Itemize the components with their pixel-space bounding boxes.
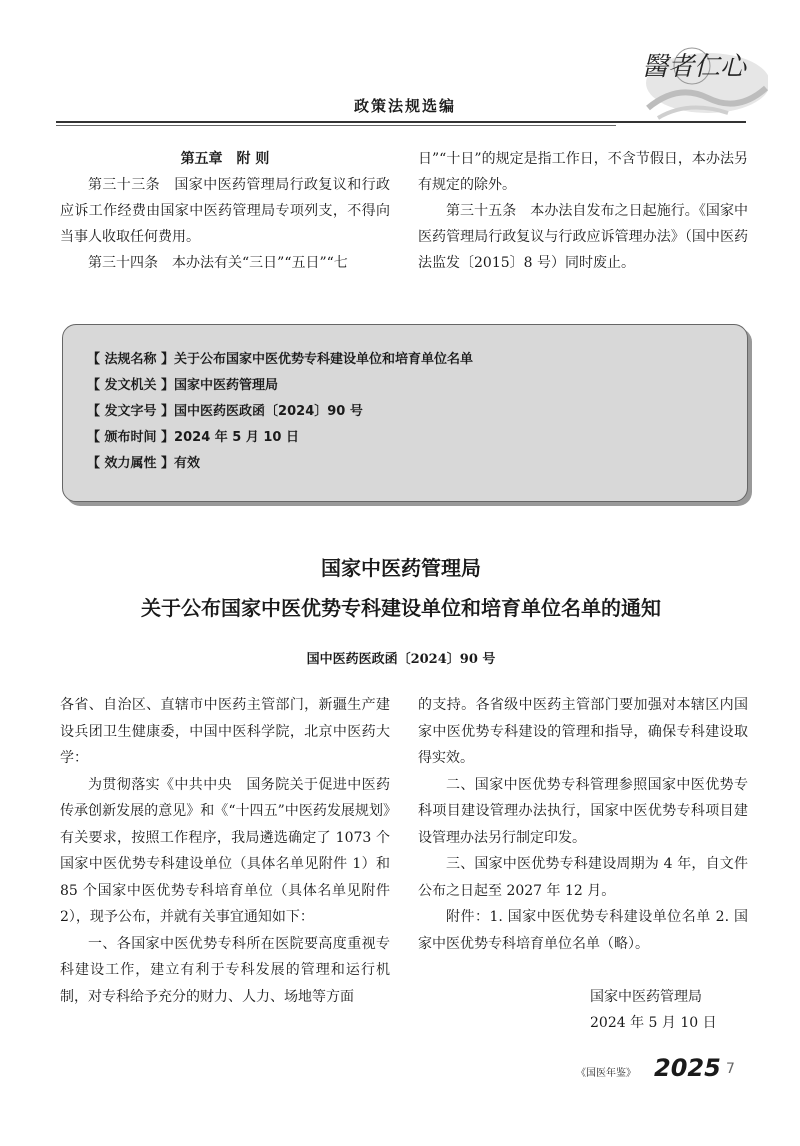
article-34-cont: 日”“十日”的规定是指工作日，不含节假日，本办法另有规定的除外。 bbox=[418, 151, 748, 193]
signature-authority: 国家中医药管理局 bbox=[590, 989, 702, 1005]
article-33: 第三十三条 国家中医药管理局行政复议和行政应诉工作经费由国家中医药管理局专项列支，不得向当事人收取任何费用。 bbox=[60, 177, 390, 245]
document-number: 国中医药医政函〔2024〕90 号 bbox=[306, 652, 496, 667]
notice-title-line2: 关于公布国家中医优势专科建设单位和培育单位名单的通知 bbox=[141, 596, 661, 620]
notice-left-column bbox=[60, 692, 390, 1010]
notice-title-line1: 国家中医药管理局 bbox=[321, 556, 481, 580]
notice-recipients: 各省、自治区、直辖市中医药主管部门，新疆生产建设兵团卫生健康委，中国中医科学院，北京中医药大学： bbox=[60, 697, 390, 766]
prev-article-left-column bbox=[60, 146, 390, 276]
info-document-number: 【 发文字号 】国中医药医政函〔2024〕90 号 bbox=[87, 404, 363, 419]
notice-paragraph-intro: 为贯彻落实《中共中央 国务院关于促进中医药传承创新发展的意见》和《“十四五”中医药发展规划》有关要求，按照工作程序，我局遴选确定了 1073 个国家中医优势专科建设单位（具体名单见附件 1）和 85 个国家中医优势专科培育单位（具体名单见附件 2），现予公布，并就有关事宜通知如下： bbox=[60, 776, 390, 925]
article-34: 第三十四条 本办法有关“三日”“五日”“七 bbox=[88, 255, 348, 271]
info-issuing-authority: 【 发文机关 】国家中医药管理局 bbox=[87, 378, 279, 393]
notice-paragraph-1-cont: 的支持。各省级中医药主管部门要加强对本辖区内国家中医优势专科建设的管理和指导，确保专科建设取得实效。 bbox=[418, 697, 748, 766]
section-title: 政策法规选编 bbox=[353, 97, 456, 115]
notice-paragraph-2: 二、国家中医优势专科管理参照国家中医优势专科项目建设管理办法执行，国家中医优势专科项目建设管理办法另行制定印发。 bbox=[418, 776, 748, 846]
notice-paragraph-1: 一、各国家中医优势专科所在医院要高度重视专科建设工作，建立有利于专科发展的管理和运行机制，对专科给予充分的财力、人力、场地等方面 bbox=[60, 935, 390, 1005]
info-issue-date: 【 颁布时间 】2024 年 5 月 10 日 bbox=[87, 430, 299, 445]
footer-publication: 《国医年鉴》 bbox=[576, 1068, 636, 1079]
logo-text: 醫者仁心 bbox=[641, 52, 746, 82]
prev-article-right-column bbox=[418, 146, 748, 276]
notice-paragraph-3: 三、国家中医优势专科建设周期为 4 年，自文件公布之日起至 2027 年 12 月。 bbox=[418, 856, 748, 899]
notice-right-column bbox=[418, 692, 748, 957]
article-35: 第三十五条 本办法自发布之日起施行。《国家中医药管理局行政复议与行政应诉管理办法》（国中医药法监发〔2015〕8 号）同时废止。 bbox=[418, 203, 748, 271]
chapter-heading: 第五章 附 则 bbox=[180, 151, 270, 167]
notice-attachments: 附件：1. 国家中医优势专科建设单位名单 2. 国家中医优势专科培育单位名单（略）。 bbox=[418, 909, 748, 952]
header-divider-thin bbox=[56, 125, 616, 126]
header-divider bbox=[56, 121, 746, 123]
regulation-info-box bbox=[62, 324, 748, 502]
signature-date: 2024 年 5 月 10 日 bbox=[590, 1015, 717, 1031]
footer-year: 2025 bbox=[654, 1054, 721, 1082]
notice-signature-block bbox=[590, 984, 717, 1036]
brand-logo bbox=[588, 28, 768, 128]
info-regulation-name: 【 法规名称 】关于公布国家中医优势专科建设单位和培育单位名单 bbox=[87, 352, 474, 367]
page-number: 7 bbox=[726, 1061, 735, 1077]
info-validity: 【 效力属性 】有效 bbox=[87, 456, 201, 471]
